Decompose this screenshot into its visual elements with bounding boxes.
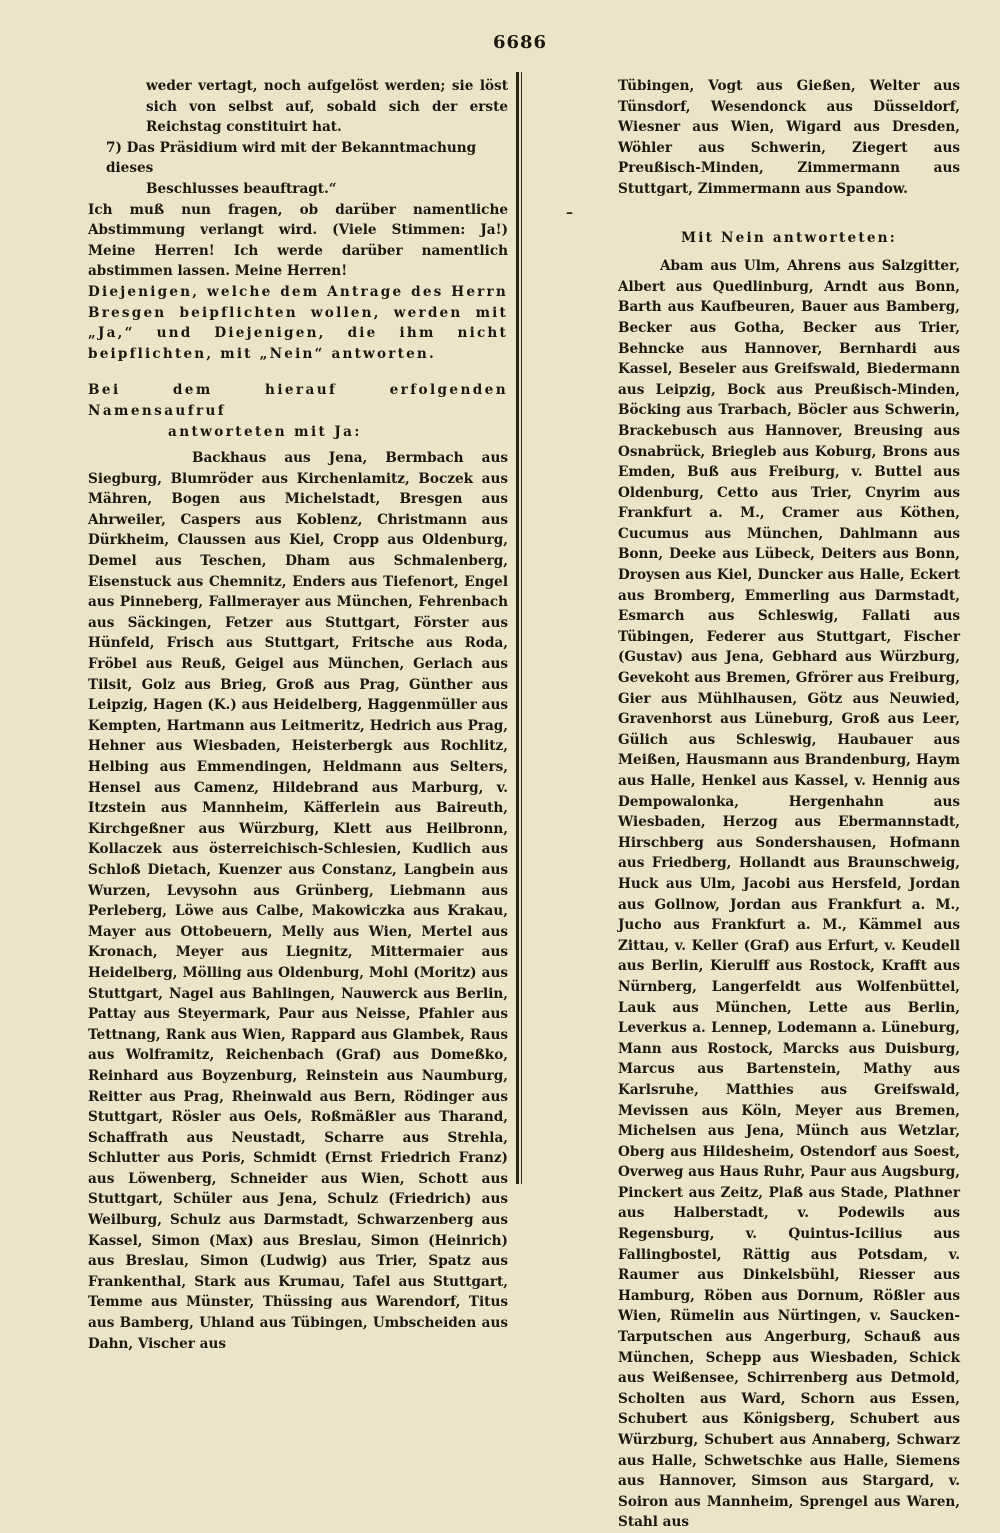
column-divider: [516, 72, 519, 1184]
roll-call-heading: Bei dem hierauf erfolgenden Namensaufruf: [88, 382, 508, 419]
page-number: 6686: [492, 32, 548, 53]
left-column: [88, 76, 508, 1354]
right-column: [618, 76, 960, 1533]
yes-voters-list: Backhaus aus Jena, Bermbach aus Siegburg, Blumröder aus Kirchenlamitz, Boczek aus Mähren, Bogen aus Michelstadt, Bresgen aus Ahrweiler, Caspers aus Koblenz, Christmann aus Dürkheim, Claussen aus Kiel, Cropp aus Oldenburg, Demel aus Teschen, Dham aus Schmalenberg, Eisenstuck aus Chemnitz, Enders aus Tiefenort, Engel aus Pinneberg, Fallmerayer aus München, Fehrenbach aus Säckingen, Fetzer aus Stuttgart, Förster aus Hünfeld, Frisch aus Stuttgart, Fritsche aus Roda, Fröbel aus Reuß, Geigel aus München, Gerlach aus Tilsit, Golz aus Brieg, Groß aus Prag, Günther aus Leipzig, Hagen (K.) aus Heidelberg, Haggenmüller aus Kempten, Hartmann aus Leitmeritz, Hedrich aus Prag, Hehner aus Wiesbaden, Heisterbergk aus Rochlitz, Helbing aus Emmendingen, Heldmann aus Selters, Hensel aus Camenz, Hildebrand aus Marburg, v. Itzstein aus Mannheim, Käfferlein aus Baireuth, Kirchgeßner aus Würzburg, Klett aus Heilbronn, Kollaczek aus österreichisch-Schlesien, Kudlich aus Schloß Dietach, Kuenzer aus Constanz, Langbein aus Wurzen, Levysohn aus Grünberg, Liebmann aus Perleberg, Löwe aus Calbe, Makowiczka aus Krakau, Mayer aus Ottobeuern, Melly aus Wien, Mertel aus Kronach, Meyer aus Liegnitz, Mittermaier aus Heidelberg, Mölling aus Oldenburg, Mohl (Moritz) aus Stuttgart, Nagel aus Bahlingen, Nauwerck aus Berlin, Pattay aus Steyermark, Paur aus Neisse, Pfahler aus Tettnang, Rank aus Wien, Rappard aus Glambek, Raus aus Wolframitz, Reichenbach (Graf) aus Domeßko, Reinhard aus Boyzenburg, Reinstein aus Naumburg, Reitter aus Prag, Rheinwald aus Bern, Rödinger aus Stuttgart, Rösler aus Oels, Roßmäßler aus Tharand, Schaffrath aus Neustadt, Scharre aus Strehla, Schlutter aus Poris, Schmidt (Ernst Friedrich Franz) aus Löwenberg, Schneider aus Wien, Schott aus Stuttgart, Schüler aus Jena, Schulz (Friedrich) aus Weilburg, Schulz aus Darmstadt, Schwarzenberg aus Kassel, Simon (Max) aus Breslau, Simon (Heinrich) aus Breslau, Simon (Ludwig) aus Trier, Spatz aus Frankenthal, Stark aus Krumau, Tafel aus Stuttgart, Temme aus Münster, Thüssing aus Warendorf, Titus aus Bamberg, Uhland aus Tübingen, Umbscheiden aus Dahn, Vischer aus: [88, 450, 508, 1352]
voting-instruction: Diejenigen, welche dem Antrage des Herrn Bresgen beipflichten wollen, werden mit „Ja,“ und Diejenigen, die ihm nicht beipflichten, mit „Nein“ antworten.: [88, 283, 508, 362]
no-voters-heading: Mit Nein antworteten:: [681, 229, 897, 246]
column-divider-thin: [521, 72, 522, 1184]
resolution-item-7: 7) Das Präsidium wird mit der Bekanntmachung dieses: [106, 139, 477, 177]
yes-voters-list-continued: Tübingen, Vogt aus Gießen, Welter aus Tünsdorf, Wesendonck aus Düsseldorf, Wiesner aus Wien, Wigard aus Dresden, Wöhler aus Schwerin, Ziegert aus Preußisch-Minden, Zimmermann aus Stuttgart, Zimmermann aus Spandow.: [618, 78, 960, 197]
no-voters-list: Abam aus Ulm, Ahrens aus Salzgitter, Albert aus Quedlinburg, Arndt aus Bonn, Barth aus Kaufbeuren, Bauer aus Bamberg, Becker aus Gotha, Becker aus Trier, Behncke aus Hannover, Bernhardi aus Kassel, Beseler aus Greifswald, Biedermann aus Leipzig, Bock aus Preußisch-Minden, Böcking aus Trarbach, Böcler aus Schwerin, Brackebusch aus Hannover, Breusing aus Osnabrück, Briegleb aus Koburg, Brons aus Emden, Buß aus Freiburg, v. Buttel aus Oldenburg, Cetto aus Trier, Cnyrim aus Frankfurt a. M., Cramer aus Köthen, Cucumus aus München, Dahlmann aus Bonn, Deeke aus Lübeck, Deiters aus Bonn, Droysen aus Kiel, Duncker aus Halle, Eckert aus Bromberg, Emmerling aus Darmstadt, Esmarch aus Schleswig, Fallati aus Tübingen, Federer aus Stuttgart, Fischer (Gustav) aus Jena, Gebhard aus Würzburg, Gevekoht aus Bremen, Gfrörer aus Freiburg, Gier aus Mühlhausen, Götz aus Neuwied, Gravenhorst aus Lüneburg, Groß aus Leer, Gülich aus Schleswig, Haubauer aus Meißen, Hausmann aus Brandenburg, Haym aus Halle, Henkel aus Kassel, v. Hennig aus Dempowalonka, Hergenhahn aus Wiesbaden, Herzog aus Ebermannstadt, Hirschberg aus Sondershausen, Hofmann aus Friedberg, Hollandt aus Braunschweig, Huck aus Ulm, Jacobi aus Hersfeld, Jordan aus Gollnow, Jordan aus Frankfurt a. M., Jucho aus Frankfurt a. M., Kämmel aus Zittau, v. Keller (Graf) aus Erfurt, v. Keudell aus Berlin, Kierulff aus Rostock, Krafft aus Nürnberg, Langerfeldt aus Wolfenbüttel, Lauk aus München, Lette aus Berlin, Leverkus a. Lennep, Lodemann a. Lüneburg, Mann aus Rostock, Marcks aus Duisburg, Marcus aus Bartenstein, Mathy aus Karlsruhe, Matthies aus Greifswald, Mevissen aus Köln, Meyer aus Bremen, Michelsen aus Jena, Münch aus Wetzlar, Oberg aus Hildesheim, Ostendorf aus Soest, Overweg aus Haus Ruhr, Paur aus Augsburg, Pinckert aus Zeitz, Plaß aus Stade, Plathner aus Halberstadt, v. Podewils aus Regensburg, v. Quintus-Icilius aus Fallingbostel, Rättig aus Potsdam, v. Raumer aus Dinkelsbühl, Riesser aus Hamburg, Röben aus Dornum, Rößler aus Wien, Rümelin aus Nürtingen, v. Saucken-Tarputschen aus Angerburg, Schauß aus München, Schepp aus Wiesbaden, Schick aus Weißensee, Schirrenberg aus Detmold, Scholten aus Ward, Schorn aus Essen, Schubert aus Königsberg, Schubert aus Würzburg, Schubert aus Annaberg, Schwarz aus Halle, Schwetschke aus Halle, Siemens aus Hannover, Simson aus Stargard, v. Soiron aus Mannheim, Sprengel aus Waren, Stahl aus: [618, 258, 960, 1531]
resolution-item-7-cont: Beschlusses beauftragt.“: [146, 180, 337, 197]
separator-dash: –: [566, 205, 573, 221]
roll-call-heading-yes: antworteten mit Ja:: [168, 423, 362, 440]
resolution-text-continued: weder vertagt, noch aufgelöst werden; sie löst sich von selbst auf, sobald sich der erste Reichstag constituirt hat.: [146, 78, 508, 136]
president-speech: Ich muß nun fragen, ob darüber namentliche Abstimmung verlangt wird. (Viele Stimmen: Ja!) Meine Herren! Ich werde darüber namentlich abstimmen lassen. Meine Herren!: [88, 201, 508, 280]
